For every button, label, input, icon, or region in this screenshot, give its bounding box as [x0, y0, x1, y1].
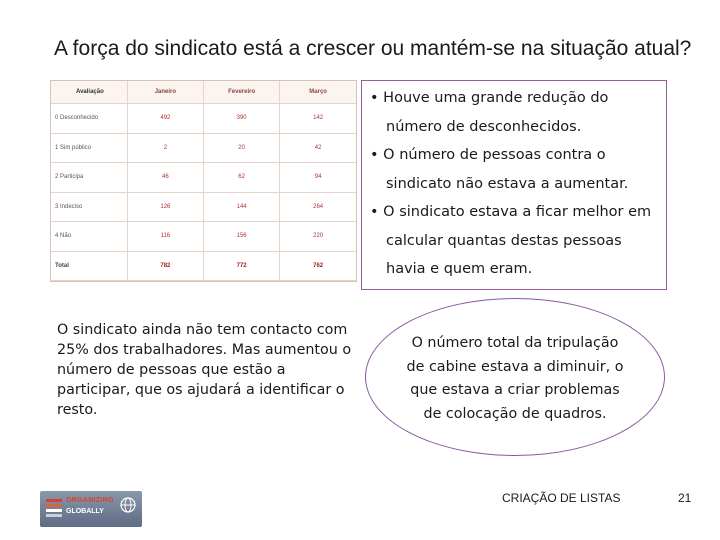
table-cell: 42: [280, 133, 356, 163]
table-cell: 2: [127, 133, 203, 163]
bullet-text: O número de pessoas contra o sindicato não estava a aumentar.: [383, 147, 629, 192]
table-cell: 126: [127, 192, 203, 222]
table-cell: 62: [204, 163, 280, 193]
table-cell: 772: [204, 251, 280, 281]
logo-mark-icon: [45, 497, 63, 521]
table-cell: 762: [280, 251, 356, 281]
table-cell: 46: [127, 163, 203, 193]
table-cell: 492: [127, 104, 203, 134]
row-label: 4 Não: [51, 222, 127, 252]
row-label: 3 Indeciso: [51, 192, 127, 222]
row-label: 0 Desconhecido: [51, 104, 127, 134]
header-cell: Fevereiro: [204, 81, 280, 104]
table-cell: 144: [204, 192, 280, 222]
table-row: [51, 104, 356, 134]
data-table-image: [50, 80, 357, 282]
table-cell: 782: [127, 251, 203, 281]
header-cell: Março: [280, 81, 356, 104]
slide-title: A força do sindicato está a crescer ou mantém-se na situação atual?: [54, 37, 692, 60]
bullet-item: • Houve uma grande redução do número de desconhecidos.: [370, 90, 609, 135]
table-cell: 142: [280, 104, 356, 134]
ellipse-callout: [365, 298, 665, 456]
table-row: [51, 192, 356, 222]
table-cell: 94: [280, 163, 356, 193]
row-label: 2 Participa: [51, 163, 127, 193]
bullet-item: • O sindicato estava a ficar melhor em calcular quantas destas pessoas havia e quem eram.: [370, 204, 652, 277]
table-total-row: [51, 251, 356, 281]
bullet-text: Houve uma grande redução do número de desconhecidos.: [383, 90, 609, 135]
table-row: [51, 222, 356, 252]
header-cell: Janeiro: [127, 81, 203, 104]
logo-line1: ORGANIZING: [66, 497, 114, 504]
bullet-item: • O número de pessoas contra o sindicato não estava a aumentar.: [370, 147, 629, 192]
data-table: [51, 81, 356, 281]
table-row: [51, 133, 356, 163]
table-cell: 116: [127, 222, 203, 252]
bullet-text: O sindicato estava a ficar melhor em calcular quantas destas pessoas havia e quem eram.: [383, 204, 652, 277]
bullets-box: [361, 80, 667, 290]
organizing-globally-logo: [40, 491, 142, 527]
footer-label: CRIAÇÃO DE LISTAS: [502, 491, 621, 505]
logo-line2: GLOBALLY: [66, 508, 104, 515]
table-cell: 156: [204, 222, 280, 252]
table-header-row: [51, 81, 356, 104]
row-label: 1 Sim público: [51, 133, 127, 163]
ellipse-text: O número total da tripulação de cabine estava a diminuir, o que estava a criar problemas de colocação de quadros.: [406, 335, 624, 422]
table-cell: 264: [280, 192, 356, 222]
table-cell: 20: [204, 133, 280, 163]
table-row: [51, 163, 356, 193]
page-number: 21: [678, 491, 692, 505]
header-cell: Avaliação: [51, 81, 127, 104]
row-label: Total: [51, 251, 127, 281]
table-cell: 220: [280, 222, 356, 252]
left-note: O sindicato ainda não tem contacto com 25% dos trabalhadores. Mas aumentou o número de pessoas que estão a participar, que os ajudará a identificar o resto.: [57, 322, 352, 418]
table-cell: 390: [204, 104, 280, 134]
globe-icon: [120, 497, 136, 513]
